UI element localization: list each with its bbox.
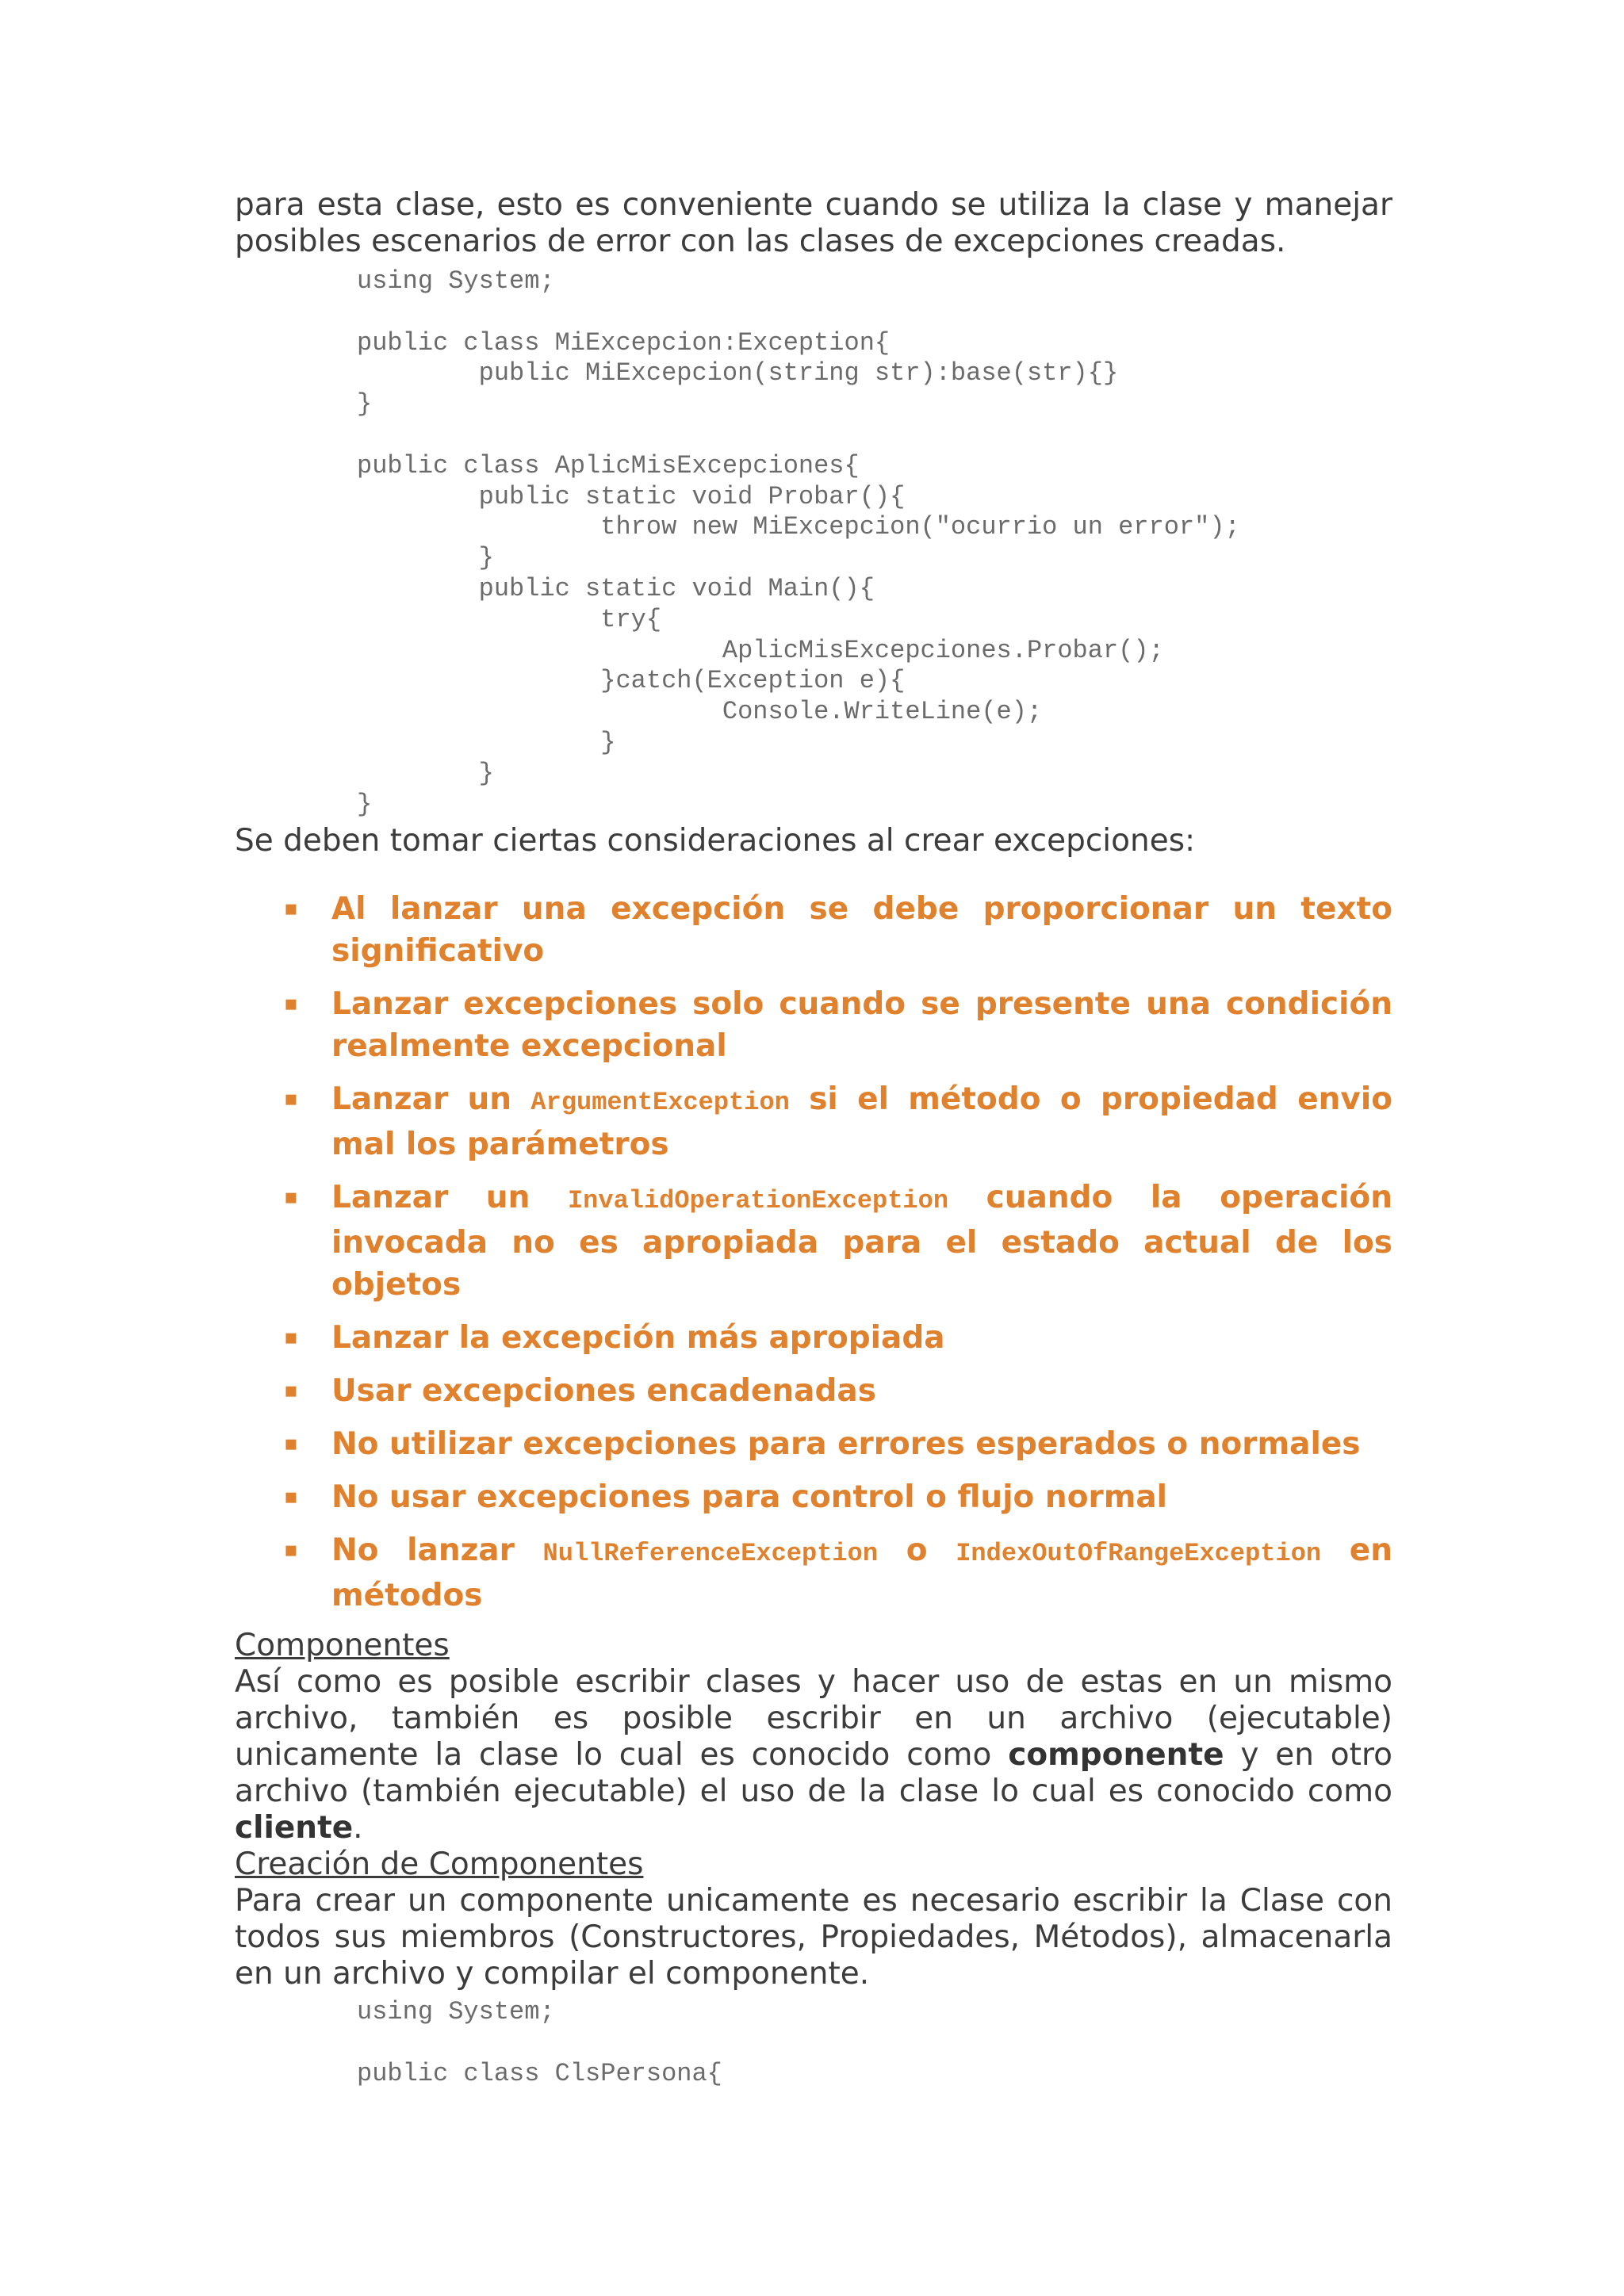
- exception-code-block: [357, 266, 1392, 820]
- consideration-text: si el método o propiedad envio mal los parámetros: [331, 1081, 1392, 1163]
- consideration-text: Lanzar excepciones solo cuando se presente una condición realmente excepcional: [331, 986, 1392, 1065]
- code-line: Console.WriteLine(e);: [357, 697, 1043, 727]
- exception-type-name: IndexOutOfRangeException: [956, 1539, 1322, 1569]
- creacion-heading: Creación de Componentes: [235, 1846, 644, 1883]
- code-line: }: [357, 727, 616, 757]
- consideration-text: cuando la operación invocada no es apropiada para el estado actual de los objetos: [331, 1180, 1392, 1303]
- consideration-text: Lanzar un: [331, 1081, 531, 1118]
- consideration-item: [235, 1177, 1392, 1306]
- componentes-heading: Componentes: [235, 1628, 450, 1664]
- componentes-paragraph: [235, 1664, 1392, 1846]
- component-code-block: [357, 1997, 1392, 2089]
- intro-paragraph: para esta clase, esto es conveniente cuando se utiliza la clase y manejar posibles escenarios de error con las clases de excepciones creadas.: [235, 187, 1392, 259]
- code-line: public MiExcepcion(string str):base(str){}: [357, 358, 1119, 388]
- consideration-item: [235, 888, 1392, 972]
- componente-term: componente: [1008, 1737, 1224, 1774]
- componentes-text-1: Así como es posible escribir clases y hacer uso de estas en un mismo archivo, también es posible escribir en un archivo (ejecutable) unicamente la clase lo cual es conocido como: [235, 1664, 1392, 1774]
- creacion-paragraph: Para crear un componente unicamente es necesario escribir la Clase con todos sus miembros (Constructores, Propiedades, Métodos), almacenarla en un archivo y compilar el componente.: [235, 1883, 1392, 1992]
- bullet-icon: ▪: [284, 1485, 298, 1510]
- consideration-text: Al lanzar una excepción se debe proporcionar un texto significativo: [331, 891, 1392, 970]
- exception-type-name: ArgumentException: [530, 1088, 790, 1118]
- consideration-item: [235, 1370, 1392, 1412]
- componentes-text-2: y en otro archivo (también ejecutable) el uso de la clase lo cual es conocido como: [235, 1737, 1392, 1810]
- consideration-text: No lanzar: [331, 1533, 543, 1569]
- componentes-text-3: .: [353, 1810, 363, 1846]
- bullet-icon: ▪: [284, 1326, 298, 1350]
- bullet-icon: ▪: [284, 1087, 298, 1112]
- bullet-icon: ▪: [284, 992, 298, 1016]
- code-line: public static void Probar(){: [357, 481, 906, 511]
- consideration-text: Usar excepciones encadenadas: [331, 1373, 876, 1410]
- consideration-text: No usar excepciones para control o flujo normal: [331, 1479, 1168, 1516]
- bullet-icon: ▪: [284, 897, 298, 921]
- code-line: public class MiExcepcion:Exception{: [357, 327, 891, 358]
- code-line: }: [357, 789, 373, 819]
- consideration-text: o: [878, 1533, 956, 1569]
- code-line: using System;: [357, 266, 555, 296]
- cliente-term: cliente: [235, 1810, 354, 1846]
- consideration-item: [235, 983, 1392, 1067]
- consideration-text: en métodos: [331, 1533, 1393, 1614]
- bullet-icon: ▪: [284, 1432, 298, 1456]
- code-line: public class ClsPersona{: [357, 2058, 722, 2088]
- code-line: throw new MiExcepcion("ocurrio un error");: [357, 512, 1240, 542]
- code-line: }: [357, 543, 494, 573]
- code-line: using System;: [357, 1997, 555, 2027]
- consideration-item: [235, 1423, 1392, 1465]
- code-line: public class AplicMisExcepciones{: [357, 450, 860, 480]
- considerations-list: [235, 888, 1392, 1617]
- code-line: }: [357, 758, 494, 788]
- consideration-item: [235, 1476, 1392, 1518]
- code-line: try{: [357, 604, 662, 634]
- consideration-text: Lanzar la excepción más apropiada: [331, 1320, 945, 1357]
- consideration-text: No utilizar excepciones para errores esperados o normales: [331, 1426, 1361, 1463]
- code-line: AplicMisExcepciones.Probar();: [357, 635, 1164, 665]
- consideration-item: [235, 1529, 1392, 1617]
- code-line: public static void Main(){: [357, 573, 875, 603]
- document-page: [235, 187, 1392, 2090]
- bullet-icon: ▪: [284, 1185, 298, 1210]
- consideration-text: Lanzar un: [331, 1180, 568, 1216]
- consideration-item: [235, 1078, 1392, 1165]
- code-line: }: [357, 389, 373, 419]
- considerations-intro: Se deben tomar ciertas consideraciones al crear excepciones:: [235, 823, 1196, 859]
- code-line: }catch(Exception e){: [357, 666, 906, 696]
- consideration-item: [235, 1317, 1392, 1359]
- bullet-icon: ▪: [284, 1538, 298, 1563]
- bullet-icon: ▪: [284, 1379, 298, 1403]
- exception-type-name: InvalidOperationException: [567, 1186, 949, 1216]
- exception-type-name: NullReferenceException: [542, 1539, 879, 1569]
